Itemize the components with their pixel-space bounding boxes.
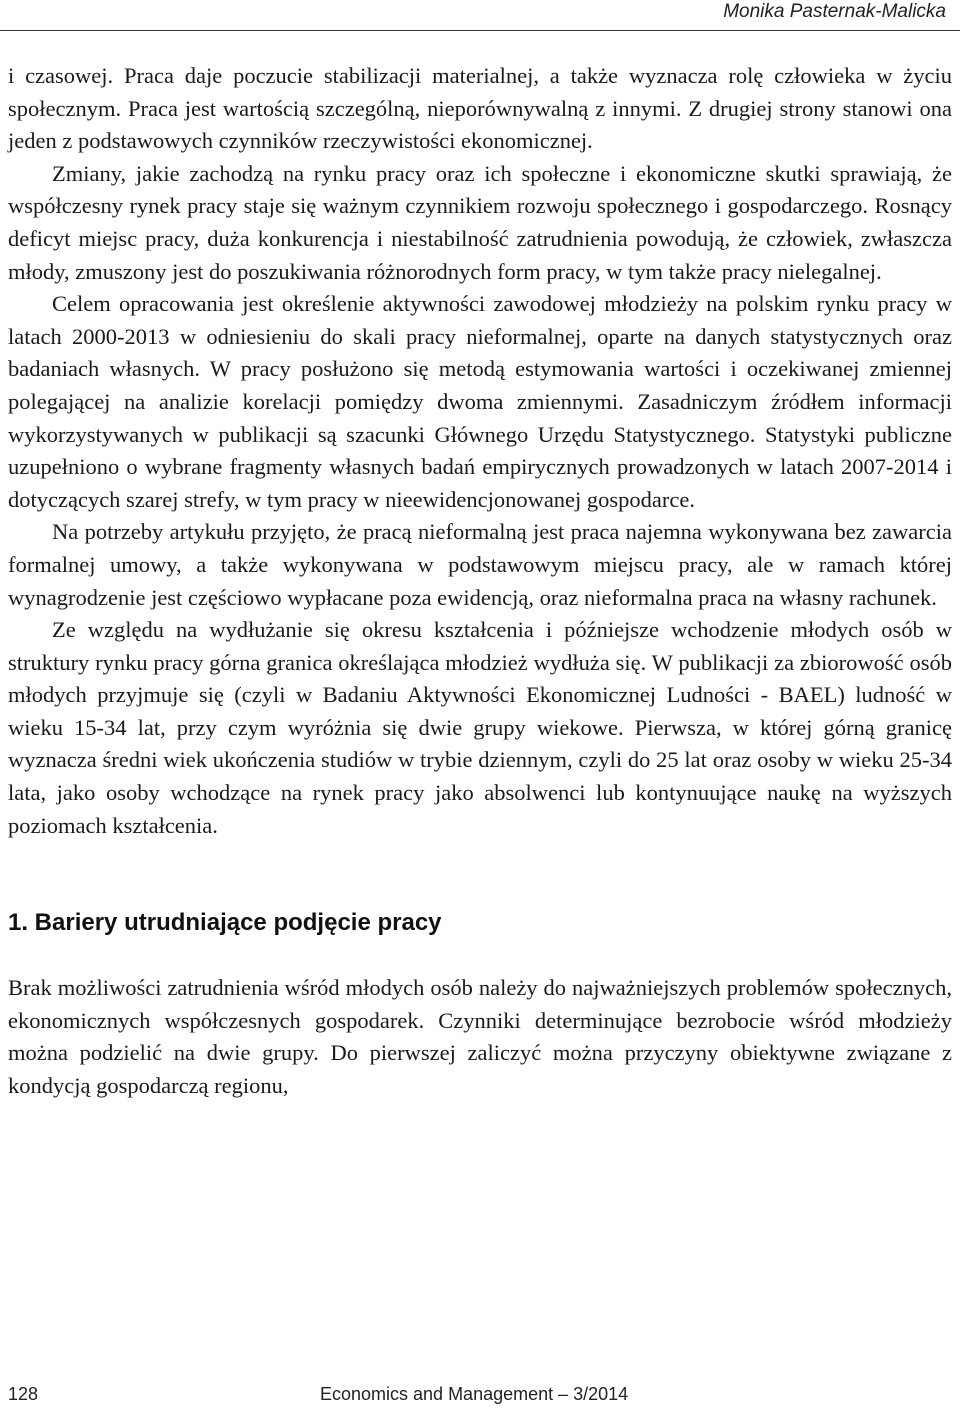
journal-info: Economics and Management – 3/2014 xyxy=(320,1384,629,1404)
header-rule xyxy=(0,30,960,31)
paragraph-youth-definition: Ze względu na wydłużanie się okresu kształcenia i późniejsze wchodzenie młodych osób w struktury rynku pracy górna granica określająca młodzież wydłuża się. W publikacji za zbiorowość osób młodych przyjmuje się (czyli w Badaniu Aktywności Ekonomicznej Ludności - BAEL) ludność w wieku 15-34 lat, przy czym wyróżnia się dwie grupy wiekowe. Pierwsza, w której górną granicę wyznacza średni wiek ukończenia studiów w trybie dziennym, czyli do 25 lat oraz osoby w wieku 25-34 lata, jako osoby wchodzące na rynek pracy jako absolwenci lub kontynuujące naukę na wyższych poziomach kształcenia. xyxy=(8,617,952,838)
section-heading: 1. Bariery utrudniające podjęcie pracy xyxy=(8,909,442,937)
running-header-author: Monika Pasternak-Malicka xyxy=(723,1,946,22)
page-footer xyxy=(8,1380,952,1408)
article-body xyxy=(8,60,952,1103)
section-paragraph: Brak możliwości zatrudnienia wśród młodych osób należy do najważniejszych problemów społecznych, ekonomicznych współczesnych gospodarek. Czynniki determinujące bezrobocie wśród młodzieży można podzielić na dwie grupy. Do pierwszej zaliczyć można przyczyny obiektywne związane z kondycją gospodarczą regionu, xyxy=(8,975,952,1099)
paragraph-informal-work-definition: Na potrzeby artykułu przyjęto, że pracą nieformalną jest praca najemna wykonywana bez zawarcia formalnej umowy, a także wykonywana w podstawowym miejscu pracy, ale w ramach której wynagrodzenie jest częściowo wypłacane poza ewidencją, oraz nieformalna praca na własny rachunek. xyxy=(8,519,952,610)
paragraph-labour-market-changes: Zmiany, jakie zachodzą na rynku pracy oraz ich społeczne i ekonomiczne skutki sprawiają, że współczesny rynek pracy staje się ważnym czynnikiem rozwoju społecznego i gospodarczego. Rosnący deficyt miejsc pracy, duża konkurencja i niestabilność zatrudnienia powodują, że człowiek, zwłaszcza młody, zmuszony jest do poszukiwania różnorodnych form pracy, w tym także pracy nielegalnej. xyxy=(8,160,952,284)
page-number: 128 xyxy=(8,1384,39,1404)
paragraph-study-aim: Celem opracowania jest określenie aktywności zawodowej młodzieży na polskim rynku pracy w latach 2000-2013 w odniesieniu do skali pracy nieformalnej, oparte na danych statystycznych oraz badaniach własnych. W pracy posłużono się metodą estymowania wartości i oczekiwanej zmiennej polegającej na analizie korelacji pomiędzy dwoma zmiennymi. Zasadniczym źródłem informacji wykorzystywanych w publikacji są szacunki Głównego Urzędu Statystycznego. Statystyki publiczne uzupełniono o wybrane fragmenty własnych badań empirycznych prowadzonych w latach 2007-2014 i dotyczących szarej strefy, w tym pracy w nieewidencjonowanej gospodarce. xyxy=(8,291,952,512)
paragraph-continuation: i czasowej. Praca daje poczucie stabilizacji materialnej, a także wyznacza rolę człowieka w życiu społecznym. Praca jest wartością szczególną, nieporównywalną z innymi. Z drugiej strony stanowi ona jeden z podstawowych czynników rzeczywistości ekonomicznej. xyxy=(8,63,952,154)
